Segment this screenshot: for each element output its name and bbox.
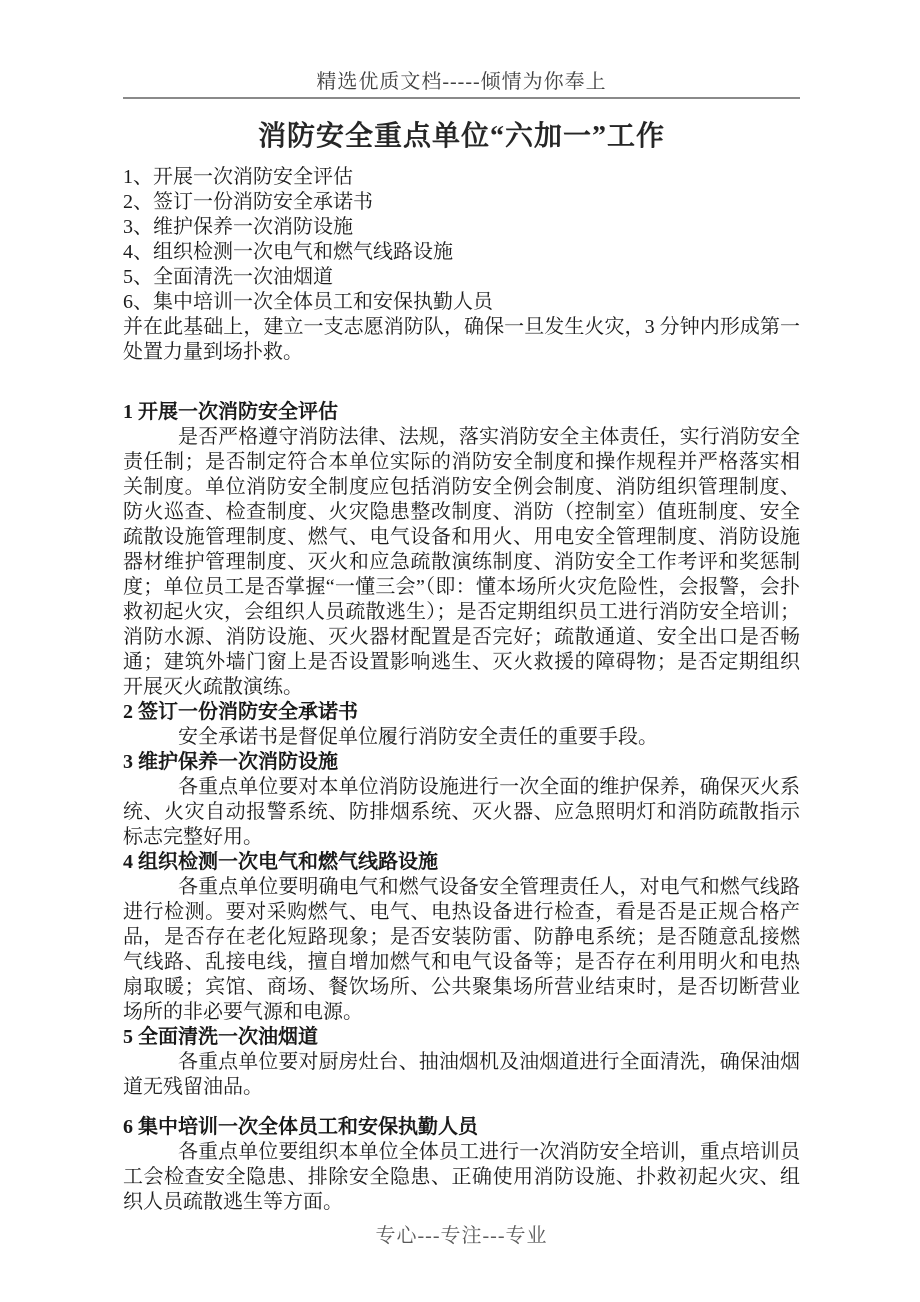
- section-2-body: 安全承诺书是督促单位履行消防安全责任的重要手段。: [178, 726, 658, 748]
- intro-note: 并在此基础上，建立一支志愿消防队，确保一旦发生火灾，3 分钟内形成第一处置力量到场扑救。: [123, 316, 800, 363]
- section-6: [123, 1115, 800, 1215]
- section-4: [123, 850, 800, 1025]
- intro-list-item-2: 2、签订一份消防安全承诺书: [123, 191, 373, 213]
- section-6-heading: 6 集中培训一次全体员工和安保执勤人员: [123, 1116, 478, 1138]
- header-divider: [123, 97, 800, 99]
- intro-list-item-5: 5、全面清洗一次油烟道: [123, 266, 333, 288]
- section-4-heading: 4 组织检测一次电气和燃气线路设施: [123, 851, 438, 873]
- section-5-heading: 5 全面清洗一次油烟道: [123, 1026, 318, 1048]
- section-1-heading: 1 开展一次消防安全评估: [123, 401, 338, 423]
- section-2: [123, 700, 800, 750]
- section-5-body: 各重点单位要对厨房灶台、抽油烟机及油烟道进行全面清洗，确保油烟道无残留油品。: [123, 1051, 800, 1098]
- section-1-body: 是否严格遵守消防法律、法规，落实消防安全主体责任，实行消防安全责任制；是否制定符合本单位实际的消防安全制度和操作规程并严格落实相关制度。单位消防安全制度应包括消防安全例会制度、消防组织管理制度、防火巡查、检查制度、火灾隐患整改制度、消防（控制室）值班制度、安全疏散设施管理制度、燃气、电气设备和用火、用电安全管理制度、消防设施器材维护管理制度、灭火和应急疏散演练制度、消防安全工作考评和奖惩制度；单位员工是否掌握“一懂三会”（即：懂本场所火灾危险性，会报警，会扑救初起火灾，会组织人员疏散逃生）；是否定期组织员工进行消防安全培训；消防水源、消防设施、灭火器材配置是否完好；疏散通道、安全出口是否畅通；建筑外墙门窗上是否设置影响逃生、灭火救援的障碍物；是否定期组织开展灭火疏散演练。: [123, 426, 800, 698]
- page-footer: [123, 1224, 800, 1249]
- intro-list-item-6: 6、集中培训一次全体员工和安保执勤人员: [123, 291, 493, 313]
- intro-list-item-1: 1、开展一次消防安全评估: [123, 166, 353, 188]
- intro-list-item-3: 3、维护保养一次消防设施: [123, 216, 353, 238]
- section-3: [123, 750, 800, 850]
- page-header: [123, 70, 800, 99]
- section-2-heading: 2 签订一份消防安全承诺书: [123, 701, 358, 723]
- header-text: 精选优质文档-----倾情为你奉上: [316, 71, 607, 93]
- intro-list-item-4: 4、组织检测一次电气和燃气线路设施: [123, 241, 453, 263]
- intro-list: [123, 165, 800, 365]
- section-6-body: 各重点单位要组织本单位全体员工进行一次消防安全培训，重点培训员工会检查安全隐患、排除安全隐患、正确使用消防设施、扑救初起火灾、组织人员疏散逃生等方面。: [123, 1141, 800, 1213]
- section-3-body: 各重点单位要对本单位消防设施进行一次全面的维护保养，确保灭火系统、火灾自动报警系统、防排烟系统、灭火器、应急照明灯和消防疏散指示标志完整好用。: [123, 776, 800, 848]
- section-1: [123, 400, 800, 700]
- document-title: 消防安全重点单位“六加一”工作: [257, 121, 665, 152]
- footer-text: 专心---专注---专业: [375, 1225, 548, 1247]
- section-5: [123, 1025, 800, 1100]
- section-3-heading: 3 维护保养一次消防设施: [123, 751, 338, 773]
- section-4-body: 各重点单位要明确电气和燃气设备安全管理责任人，对电气和燃气线路进行检测。要对采购燃气、电气、电热设备进行检查，看是否是正规合格产品，是否存在老化短路现象；是否安装防雷、防静电系统；是否随意乱接燃气线路、乱接电线，擅自增加燃气和电气设备等；是否存在利用明火和电热扇取暖；宾馆、商场、餐饮场所、公共聚集场所营业结束时，是否切断营业场所的非必要气源和电源。: [123, 876, 800, 1023]
